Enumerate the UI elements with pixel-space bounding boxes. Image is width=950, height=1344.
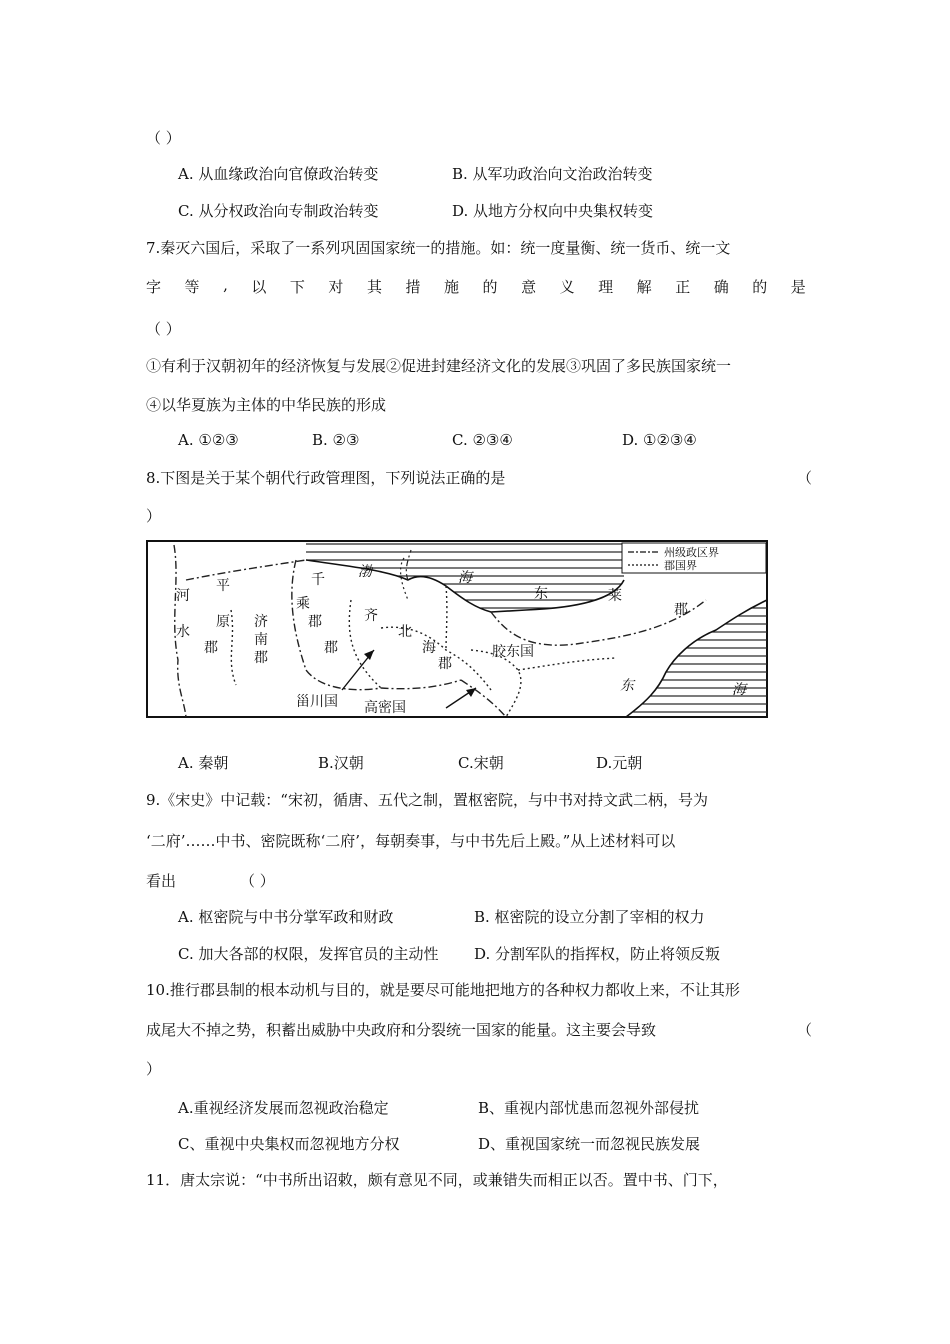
q7-char: 解: [636, 278, 652, 296]
q10-paren-open: （: [797, 1021, 813, 1039]
donghai-label: 海: [732, 682, 746, 698]
beihai-label: 北: [398, 624, 412, 640]
q7-option-b[interactable]: B. ②③: [312, 431, 360, 449]
q10-paren-close: ）: [146, 1060, 162, 1078]
q7-char: 确: [713, 278, 729, 296]
bohai-label: 海: [458, 570, 472, 586]
q7-char: 其: [366, 278, 382, 296]
q7-option-c[interactable]: C. ②③④: [452, 431, 513, 449]
q7-char: 对: [328, 278, 344, 296]
q10-option-c[interactable]: C、重视中央集权而忽视地方分权: [178, 1135, 400, 1153]
q9-stem-line2: ‘二府’……中书、密院既称‘二府’，每朝奏事，与中书先后上殿。”从上述材料可以: [146, 832, 676, 850]
q6-option-d[interactable]: D. 从地方分权向中央集权转变: [452, 202, 654, 220]
q8-stem: 8.下图是关于某个朝代行政管理图，下列说法正确的是: [146, 469, 506, 487]
q8-option-d[interactable]: D.元朝: [596, 754, 643, 772]
q7-char: ,: [223, 276, 228, 294]
donghai-label: 东: [620, 678, 634, 694]
q10-option-b[interactable]: B、重视内部忧患而忽视外部侵扰: [478, 1099, 700, 1117]
q7-char: 等: [184, 278, 200, 296]
q7-char: 正: [675, 278, 691, 296]
q7-char: 以: [251, 278, 267, 296]
legend-state-label: 州级政区界: [664, 546, 719, 559]
q9-option-b[interactable]: B. 枢密院的设立分割了宰相的权力: [474, 908, 705, 926]
legend-commandery-label: 郡国界: [664, 559, 697, 572]
qiancheng-label: 郡: [308, 614, 322, 630]
qi-label: 齐: [364, 608, 378, 624]
q7-char: 的: [482, 278, 498, 296]
map-figure: [146, 540, 768, 718]
q7-stem-line2: [146, 276, 806, 297]
q8-option-a[interactable]: A. 秦朝: [178, 754, 229, 772]
q8-option-c[interactable]: C.宋朝: [458, 754, 504, 772]
jinan-label: 郡: [254, 650, 268, 666]
q9-option-d[interactable]: D. 分割军队的指挥权，防止将领反叛: [474, 945, 721, 963]
q10-option-d[interactable]: D、重视国家统一而忽视民族发展: [478, 1135, 701, 1153]
q9-option-c[interactable]: C. 加大各部的权限，发挥官员的主动性: [178, 945, 439, 963]
q8-option-b[interactable]: B.汉朝: [318, 754, 364, 772]
pingyuan-label: 平: [216, 578, 230, 594]
donglai-label: 郡: [674, 602, 688, 618]
beihai-label: 郡: [438, 656, 452, 672]
hebei-label: 河: [176, 588, 190, 604]
gaomi-label: 高密国: [364, 700, 406, 716]
q11-stem-line1: 11．唐太宗说：“中书所出诏敕，颇有意见不同，或兼错失而相正以否。置中书、门下，: [146, 1171, 728, 1189]
q7-answer-paren: （ ）: [146, 320, 181, 338]
q10-option-a[interactable]: A.重视经济发展而忽视政治稳定: [178, 1099, 389, 1117]
jinan-label: 南: [254, 632, 268, 648]
hebei-label: 水: [176, 624, 190, 640]
q10-stem-line1: 10.推行郡县制的根本动机与目的，就是要尽可能地把地方的各种权力都收上来，不让其形: [146, 981, 740, 999]
q7-char: 理: [598, 278, 614, 296]
jiaodong-label: 胶东国: [492, 644, 534, 660]
q7-char: 字: [146, 278, 162, 296]
q6-option-c[interactable]: C. 从分权政治向专制政治转变: [178, 202, 379, 220]
q6-option-a[interactable]: A. 从血缘政治向官僚政治转变: [178, 165, 379, 183]
donglai-label: 东: [534, 586, 548, 602]
bohai-label: 渤: [358, 564, 372, 580]
q7-stem-line1: 7.秦灭六国后，采取了一系列巩固国家统一的措施。如：统一度量衡、统一货币、统一文: [146, 239, 731, 257]
q8-paren-open: （: [797, 469, 813, 487]
donglai-label: 莱: [608, 588, 622, 604]
administrative-map: [146, 540, 768, 718]
q6-answer-paren: （ ）: [146, 129, 181, 147]
q7-char: 下: [289, 278, 305, 296]
pingyuan-label: 原: [216, 614, 230, 630]
q7-option-a[interactable]: A. ①②③: [178, 431, 239, 449]
q9-stem-line3: 看出: [146, 872, 177, 890]
q9-answer-paren: （ ）: [240, 872, 275, 890]
beihai-label: 海: [422, 640, 436, 656]
q7-char: 的: [752, 278, 768, 296]
qi-label: 郡: [324, 640, 338, 656]
qiancheng-label: 千: [311, 572, 325, 588]
q6-option-b[interactable]: B. 从军功政治向文治政治转变: [452, 165, 653, 183]
q9-option-a[interactable]: A. 枢密院与中书分掌军政和财政: [178, 908, 394, 926]
q10-stem-line2: 成尾大不掉之势，积蓄出威胁中央政府和分裂统一国家的能量。这主要会导致: [146, 1021, 657, 1039]
q7-char: 意: [521, 278, 537, 296]
q7-statements-line1: ①有利于汉朝初年的经济恢复与发展②促进封建经济文化的发展③巩固了多民族国家统一: [146, 357, 732, 375]
q7-statements-line2: ④以华夏族为主体的中华民族的形成: [146, 396, 387, 414]
q7-char: 义: [559, 278, 575, 296]
q7-char: 是: [790, 278, 806, 296]
q7-char: 措: [405, 278, 421, 296]
q7-option-d[interactable]: D. ①②③④: [622, 431, 697, 449]
q9-stem-line1: 9.《宋史》中记载：“宋初，循唐、五代之制，置枢密院，与中书对持文武二柄，号为: [146, 791, 708, 809]
jinan-label: 济: [254, 614, 268, 630]
qiancheng-label: 乘: [296, 596, 310, 612]
zichuan-label: 甾川国: [296, 694, 338, 710]
pingyuan-label: 郡: [204, 640, 218, 656]
q7-char: 施: [444, 278, 460, 296]
q8-paren-close: ）: [146, 507, 162, 525]
